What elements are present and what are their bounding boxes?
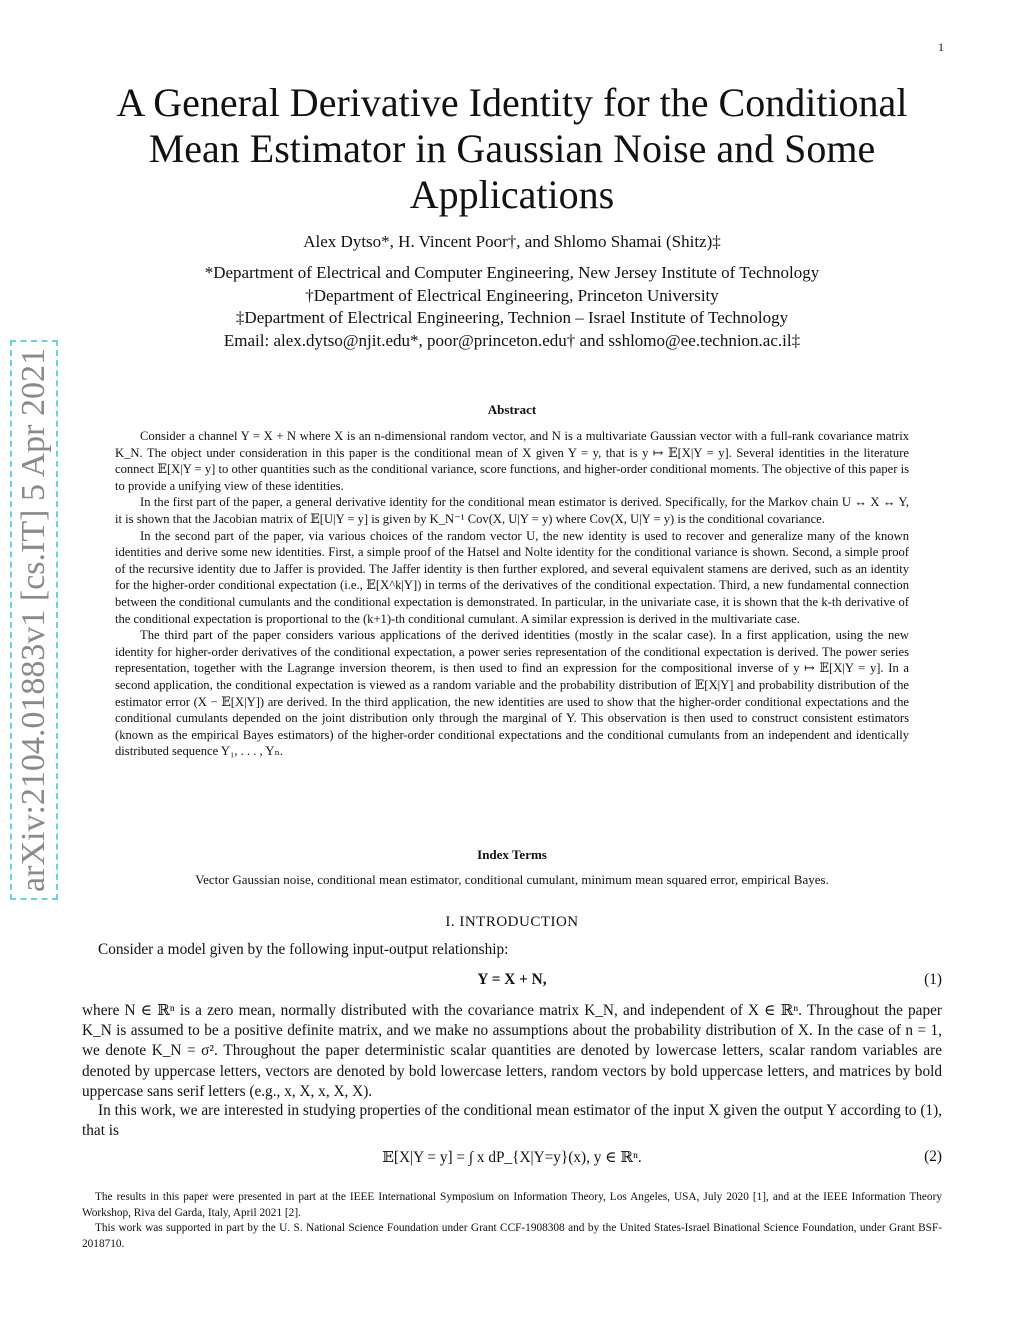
work-paragraph-text: In this work, we are interested in studying properties of the conditional mean estimator of the input X given the output Y according to (1), that is [82, 1102, 942, 1140]
affiliation-njit: *Department of Electrical and Computer Engineering, New Jersey Institute of Technology [204, 263, 820, 282]
equation-1 [82, 971, 942, 991]
abstract-paragraph: In the first part of the paper, a general derivative identity for the conditional mean estimator is derived. Specifically, for the Markov chain U ↔ X ↔ Y, it is shown that the Jacobian matrix of 𝔼[U|Y = y] is given by K_N⁻¹ Cov(X, U|Y = y) where Cov(X, U|Y = y) is the conditional covariance. [115, 495, 909, 526]
author-list: Alex Dytso*, H. Vincent Poor†, and Shlomo Shamai (Shitz)‡ [303, 232, 721, 251]
equation-2-number: (2) [924, 1148, 942, 1165]
page-number: 1 [938, 40, 944, 54]
abstract-paragraph: In the second part of the paper, via various choices of the random vector U, the new identity is used to recover and generalize many of the known identities and derive some new identities. First, a simple proof of the Hatsel and Nolte identity for the conditional variance is shown. Second, a simple proof of the recursive identity due to Jaffer is provided. The Jaffer identity is then further explored, and several equivalent stamens are derived, such as an identity for the higher-order conditional expectation (i.e., 𝔼[X^k|Y]) in terms of the derivatives of the conditional expectation. Third, a new fundamental connection between the conditional cumulants and the conditional expectation is demonstrated. In particular, in the univariate case, it is shown that the k-th derivative of the conditional expectation is proportional to the (k+1)-th conditional cumulant. A similar expression is derived in the multivariate case. [115, 528, 909, 626]
abstract-paragraph: The third part of the paper considers various applications of the derived identities (mostly in the scalar case). In a first application, using the new identity for higher-order derivatives of the conditional expectation, a power series representation of the conditional expectation is derived. The power series representation, together with the Lagrange inversion theorem, is then used to find an expression for the compositional inverse of y ↦ 𝔼[X|Y = y]. In a second application, the conditional expectation is viewed as a random variable and the probability distribution of 𝔼[X|Y] and probability distribution of the estimator error (X − 𝔼[X|Y]) are derived. In the third application, the new identities are used to show that the higher-order conditional expectations and the conditional cumulants depended on the joint distribution only through the marginal of Y. This observation is then used to construct consistent estimators (known as the empirical Bayes estimators) of the higher-order conditional expectations and the conditional cumulants from an independent and identically distributed sequence Y₁, . . . , Yₙ. [115, 628, 909, 759]
affiliations [90, 262, 934, 352]
arxiv-stamp [10, 340, 58, 900]
equation-2 [82, 1148, 942, 1168]
footnote-presentation: The results in this paper were presented in part at the IEEE International Symposium on Information Theory, Los Angeles, USA, July 2020 [1], and at the IEEE Information Theory Workshop, Riva del Garda, Italy, April 2021 [2]. [82, 1191, 942, 1219]
affiliation-princeton: †Department of Electrical Engineering, Princeton University [305, 285, 719, 305]
intro-paragraph [82, 1001, 942, 1102]
equation-1-expression: Y = X + N, [477, 971, 547, 988]
abstract-heading: Abstract [487, 402, 537, 417]
abstract-body [115, 428, 909, 760]
intro-lead [82, 940, 942, 960]
section-heading-introduction: I. INTRODUCTION [445, 914, 579, 930]
index-terms-heading: Index Terms [477, 847, 547, 862]
affiliation-technion: ‡Department of Electrical Engineering, Technion – Israel Institute of Technology [235, 308, 789, 327]
index-terms-list: Vector Gaussian noise, conditional mean estimator, conditional cumulant, minimum mean squared error, empirical Bayes. [195, 872, 829, 887]
footnotes [82, 1190, 942, 1252]
intro-lead-text: Consider a model given by the following input-output relationship: [98, 941, 509, 958]
abstract-paragraph: Consider a channel Y = X + N where X is an n-dimensional random vector, and N is a multivariate Gaussian vector with a full-rank covariance matrix K_N. The object under consideration in this paper is the conditional mean of X given Y = y, that is y ↦ 𝔼[X|Y = y]. Several identities in the literature connect 𝔼[X|Y = y] to other quantities such as the conditional variance, score functions, and higher-order conditional moments. The objective of this paper is to provide a unifying view of these identities. [115, 429, 909, 493]
footnote-funding: This work was supported in part by the U. S. National Science Foundation under Grant CCF-1908308 and by the United States-Israel Binational Science Foundation, under Grant BSF-2018710. [82, 1222, 942, 1250]
work-paragraph [82, 1101, 942, 1141]
arxiv-stamp-text: arXiv:2104.01883v1 [cs.IT] 5 Apr 2021 [15, 348, 52, 892]
author-emails: Email: alex.dytso@njit.edu*, poor@princeton.edu† and sshlomo@ee.technion.ac.il‡ [223, 330, 801, 350]
paper-title: A General Derivative Identity for the Conditional Mean Estimator in Gaussian Noise and Some Applications [116, 80, 908, 217]
intro-paragraph-text: where N ∈ ℝⁿ is a zero mean, normally distributed with the covariance matrix K_N, and independent of X ∈ ℝⁿ. Throughout the paper K_N is assumed to be a positive definite matrix, and we make no assumptions about the probability distribution of X. In the case of n = 1, we denote K_N = σ². Throughout the paper deterministic scalar quantities are denoted by lowercase letters, scalar random variables are denoted by uppercase letters, vectors are denoted by bold lowercase letters, random vectors by bold uppercase letters, and matrices by bold uppercase sans serif letters (e.g., x, X, x, X, X). [82, 1002, 942, 1100]
equation-2-expression: 𝔼[X|Y = y] = ∫ x dP_{X|Y=y}(x), y ∈ ℝⁿ. [382, 1149, 642, 1166]
equation-1-number: (1) [924, 971, 942, 988]
